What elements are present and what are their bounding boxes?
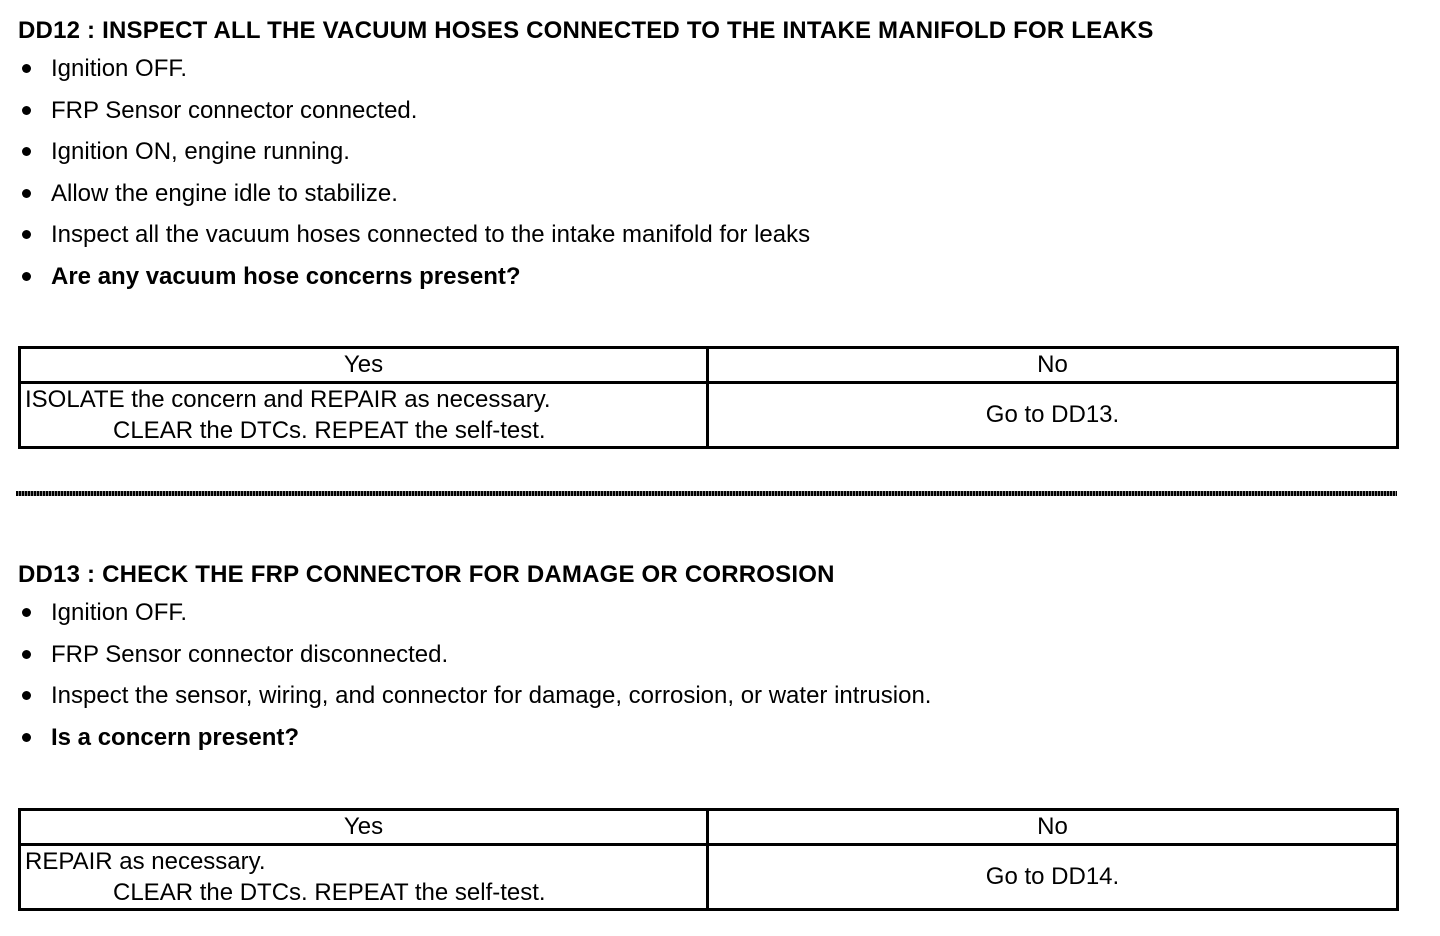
result-table — [18, 808, 1399, 911]
bullet-icon — [22, 64, 31, 73]
step-item — [18, 634, 1396, 676]
bullet-icon — [22, 272, 31, 281]
step-text: Inspect all the vacuum hoses connected to the intake manifold for leaks — [51, 221, 811, 248]
step-item — [18, 131, 1396, 173]
bullet-icon — [22, 230, 31, 239]
step-text: Inspect the sensor, wiring, and connector for damage, corrosion, or water intrusion. — [51, 682, 932, 709]
result-table — [18, 346, 1399, 449]
step-text: Allow the engine idle to stabilize. — [51, 179, 398, 207]
step-text: Ignition OFF. — [51, 599, 188, 626]
section-dd12 — [18, 14, 1396, 444]
table-row — [20, 845, 1398, 910]
yes-action-line2: CLEAR the DTCs. REPEAT the self-test. — [113, 417, 546, 444]
no-header: No — [708, 810, 1398, 845]
yes-action-cell — [20, 845, 708, 910]
no-header: No — [708, 348, 1398, 383]
yes-header: Yes — [20, 348, 708, 383]
table-row — [20, 383, 1398, 448]
bullet-icon — [22, 147, 31, 156]
step-item — [18, 592, 1396, 634]
no-action-cell: Go to DD14. — [708, 845, 1398, 910]
step-item — [18, 48, 1396, 90]
bullet-icon — [22, 106, 31, 115]
question-text: Are any vacuum hose concerns present? — [51, 262, 521, 290]
question-item — [18, 717, 1396, 759]
question-text: Is a concern present? — [51, 723, 300, 751]
bullet-icon — [22, 691, 31, 700]
no-action-cell: Go to DD13. — [708, 383, 1398, 448]
bullet-icon — [22, 650, 31, 659]
step-list — [18, 592, 1396, 758]
section-heading: DD13 : CHECK THE FRP CONNECTOR FOR DAMAGE OR CORROSION — [18, 561, 835, 588]
yes-action-line1: ISOLATE the concern and REPAIR as necessary. — [25, 386, 551, 413]
bullet-icon — [22, 733, 31, 742]
step-list — [18, 48, 1396, 297]
section-heading: DD12 : INSPECT ALL THE VACUUM HOSES CONNECTED TO THE INTAKE MANIFOLD FOR LEAKS — [18, 17, 1154, 44]
step-text: FRP Sensor connector connected. — [51, 96, 418, 124]
step-item — [18, 90, 1396, 132]
table-header-row — [20, 810, 1398, 845]
step-text: Ignition ON, engine running. — [51, 138, 350, 165]
step-item — [18, 214, 1396, 256]
yes-action-cell — [20, 383, 708, 448]
yes-header: Yes — [20, 810, 708, 845]
question-item — [18, 256, 1396, 298]
table-header-row — [20, 348, 1398, 383]
step-text: Ignition OFF. — [51, 55, 188, 82]
step-item — [18, 173, 1396, 215]
bullet-icon — [22, 189, 31, 198]
yes-action-line1: REPAIR as necessary. — [25, 848, 266, 875]
step-item — [18, 675, 1396, 717]
step-text: FRP Sensor connector disconnected. — [51, 640, 449, 668]
section-dd13 — [18, 558, 1396, 906]
section-divider — [16, 491, 1397, 496]
bullet-icon — [22, 608, 31, 617]
yes-action-line2: CLEAR the DTCs. REPEAT the self-test. — [113, 879, 546, 906]
